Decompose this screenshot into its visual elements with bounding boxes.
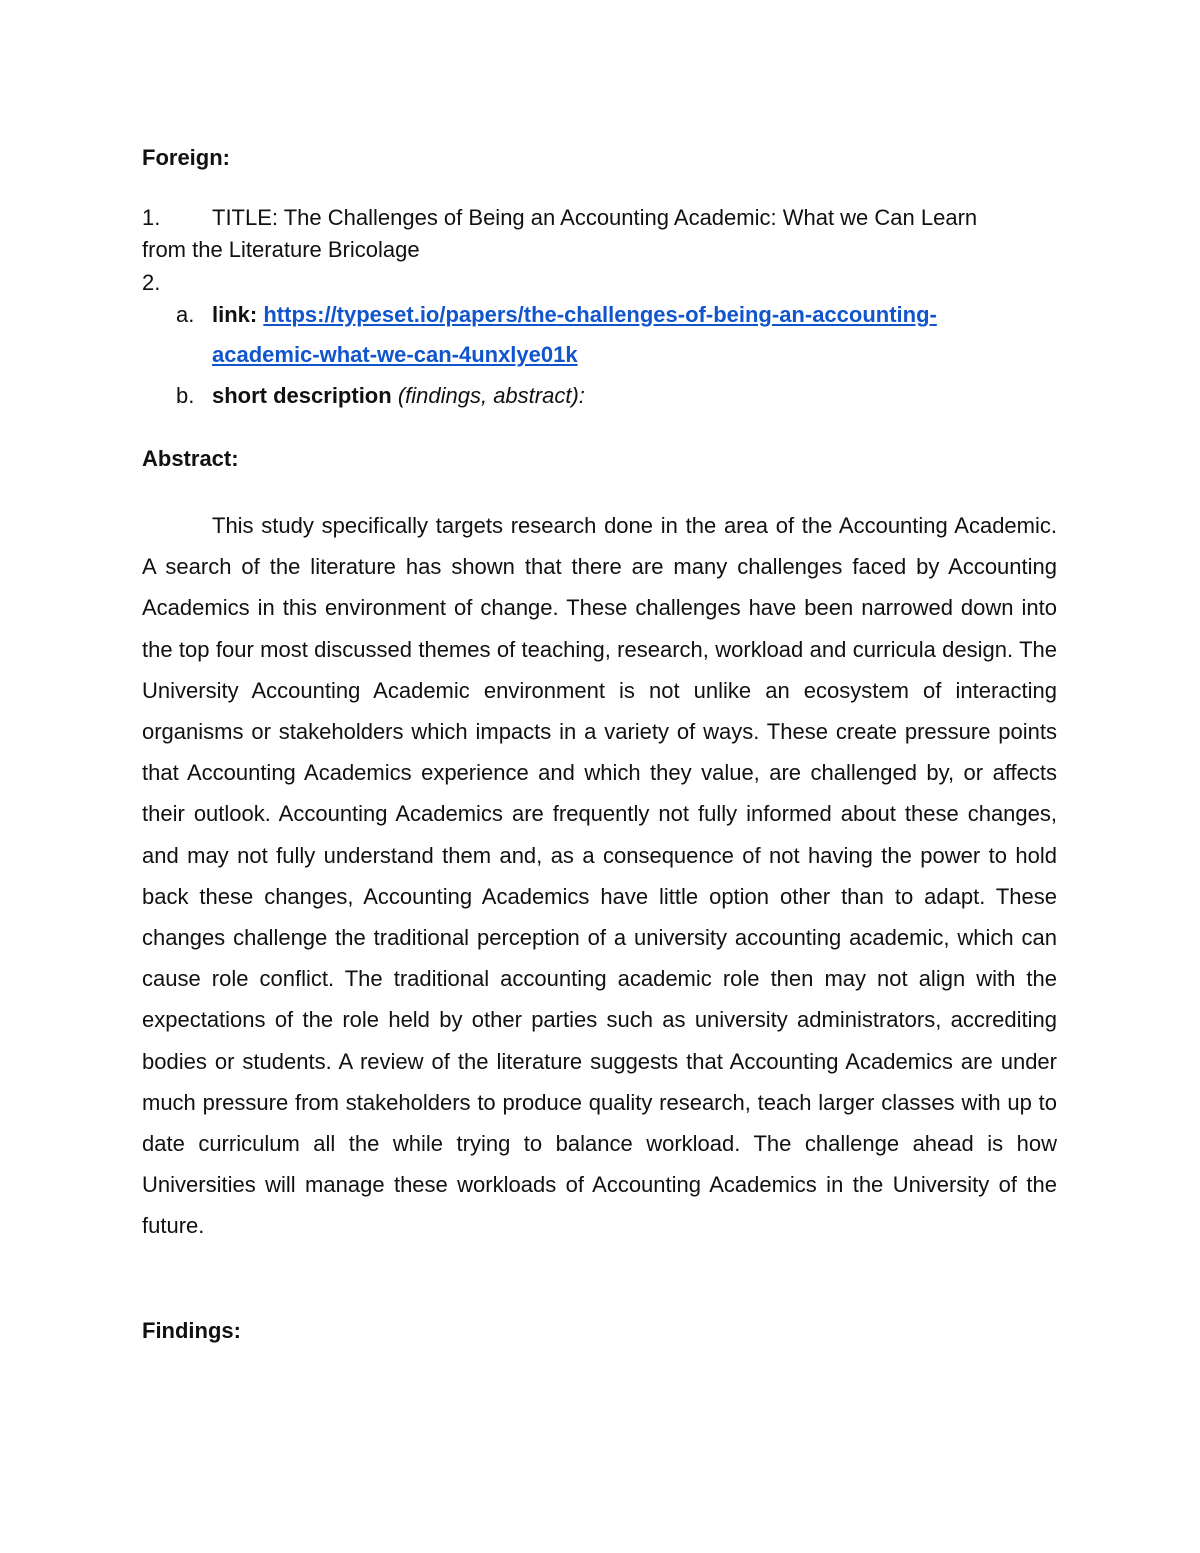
- short-description-note: (findings, abstract):: [397, 383, 585, 408]
- sub-item-b-marker: b.: [176, 383, 195, 408]
- short-description-label: short description: [212, 383, 392, 408]
- list-item-1-number: 1.: [142, 205, 161, 230]
- sub-item-b: [212, 381, 585, 411]
- link-label: link:: [212, 302, 258, 327]
- foreign-heading: Foreign:: [142, 145, 230, 170]
- paper-link-continued[interactable]: academic-what-we-can-4unxlye01k: [212, 342, 578, 367]
- findings-heading: Findings:: [142, 1318, 241, 1343]
- sub-item-a: [212, 300, 937, 330]
- abstract-paragraph: This study specifically targets research done in the area of the Accounting Academic. A search of the literature has shown that there are many challenges faced by Accounting Academics in this environment of change. These challenges have been narrowed down into the top four most discussed themes of teaching, research, workload and curricula design. The University Accounting Academic environment is not unlike an ecosystem of interacting organisms or stakeholders which impacts in a variety of ways. These create pressure points that Accounting Academics experience and which they value, are challenged by, or affects their outlook. Accounting Academics are frequently not fully informed about these changes, and may not fully understand them and, as a consequence of not having the power to hold back these changes, Accounting Academics have little option other than to adapt. These changes challenge the traditional perception of a university accounting academic, which can cause role conflict. The traditional accounting academic role then may not align with the expectations of the role held by other parties such as university administrators, accrediting bodies or students. A review of the literature suggests that Accounting Academics are under much pressure from stakeholders to produce quality research, teach larger classes with up to date curriculum all the while trying to balance workload. The challenge ahead is how Universities will manage these workloads of Accounting Academics in the University of the future.: [142, 513, 1057, 1239]
- sub-item-a-marker: a.: [176, 302, 195, 327]
- list-item-1-title-continued: from the Literature Bricolage: [142, 237, 420, 262]
- list-item-1-title: TITLE: The Challenges of Being an Accounting Academic: What we Can Learn: [212, 205, 978, 230]
- list-item-2-number: 2.: [142, 270, 161, 295]
- paper-link[interactable]: https://typeset.io/papers/the-challenges-of-being-an-accounting-: [263, 302, 937, 327]
- abstract-heading: Abstract:: [142, 446, 239, 471]
